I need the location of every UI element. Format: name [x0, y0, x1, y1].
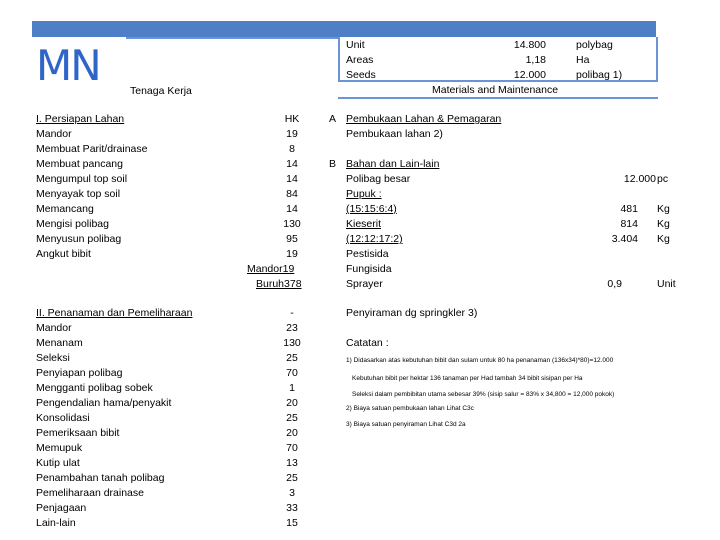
- material-label: Sprayer: [346, 278, 383, 290]
- material-label: Kieserit: [346, 218, 382, 230]
- section2-row-label: Penjagaan: [36, 502, 87, 514]
- section2-row-label: Mandor: [36, 322, 72, 334]
- material-unit: Unit: [657, 278, 676, 290]
- section2-row-label: Konsolidasi: [36, 412, 90, 424]
- header-left-border: [338, 37, 340, 81]
- section2-row-value: 25: [286, 352, 298, 364]
- section1-row-value: 19: [286, 128, 298, 140]
- material-label: Polibag besar: [346, 173, 411, 185]
- notes-title: Catatan :: [346, 337, 389, 349]
- logo: MN: [36, 41, 100, 90]
- section1-row-label: Membuat Parit/drainase: [36, 143, 148, 155]
- section1-row-value: 95: [286, 233, 298, 245]
- section1-row-value: 8: [289, 143, 295, 155]
- areas-unit: Ha: [576, 54, 590, 66]
- unit-unit: polybag: [576, 39, 613, 51]
- penyiraman-label: Penyiraman dg springkler 3): [346, 307, 478, 319]
- material-qty: 814: [620, 218, 638, 230]
- section2-row-label: Pemeriksaan bibit: [36, 427, 120, 439]
- section2-row-label: Seleksi: [36, 352, 70, 364]
- section1-row-value: 19: [286, 248, 298, 260]
- materials-title: Materials and Maintenance: [432, 84, 559, 96]
- section1-row-label: Mandor: [36, 128, 72, 140]
- section2-row-value: 23: [286, 322, 298, 334]
- material-label: Pestisida: [346, 248, 389, 260]
- section2-row-value: 3: [289, 487, 295, 499]
- section1-row-label: Mengumpul top soil: [36, 173, 128, 185]
- material-unit: pc: [657, 173, 669, 185]
- material-qty: 3.404: [611, 233, 638, 245]
- section1-total-buruh: Buruh378: [256, 278, 302, 290]
- material-label: (15:15:6:4): [346, 203, 397, 215]
- material-qty: 12.000: [623, 173, 656, 185]
- section2-row-label: Memupuk: [36, 442, 83, 454]
- section1-row-label: Angkut bibit: [36, 248, 91, 260]
- material-unit: Kg: [657, 218, 670, 230]
- section2-title: II. Penanaman dan Pemeliharaan: [36, 307, 193, 319]
- header-bar: [32, 21, 656, 37]
- areas-value: 1,18: [525, 54, 546, 66]
- section1-row-label: Memancang: [36, 203, 94, 215]
- section1-row-value: 14: [286, 173, 298, 185]
- section1-values: [272, 127, 312, 262]
- section2-row-value: 25: [286, 472, 298, 484]
- note-2: 2) Biaya satuan pembukaan lahan Lihat C3c: [346, 405, 474, 412]
- tenaga-kerja-heading: Tenaga Kerja: [130, 85, 192, 97]
- section2-row-label: Pemeliharaan drainase: [36, 487, 144, 499]
- section2-row-value: 13: [286, 457, 298, 469]
- seeds-value: 12.000: [513, 69, 546, 81]
- section1-row-label: Menyayak top soil: [36, 188, 121, 200]
- seeds-label: Seeds: [346, 69, 376, 81]
- section1-total-mandor: Mandor19: [247, 263, 295, 275]
- section2-row-label: Mengganti polibag sobek: [36, 382, 153, 394]
- note-1b: Kebutuhan bibit per hektar 136 tanaman per Had tambah 34 bibit sisipan per Ha: [352, 375, 583, 382]
- section2-row-label: Kutip ulat: [36, 457, 80, 469]
- areas-label: Areas: [346, 54, 374, 66]
- material-label: Fungisida: [346, 263, 392, 275]
- section2-row-value: 70: [286, 367, 298, 379]
- header-divider: [126, 37, 338, 39]
- section1-title: I. Persiapan Lahan: [36, 113, 125, 125]
- material-unit: Kg: [657, 233, 670, 245]
- material-qty: 0,9: [607, 278, 622, 290]
- header-right-border: [656, 37, 658, 81]
- section2-row-label: Penambahan tanah polibag: [36, 472, 165, 484]
- materials-b-letter: B: [329, 158, 337, 170]
- note-3: 3) Biaya satuan penyiraman Lihat C3d 2a: [346, 421, 466, 428]
- section2-row-value: 33: [286, 502, 298, 514]
- section1-row-value: 14: [286, 158, 298, 170]
- materials-b-title: Bahan dan Lain-lain: [346, 158, 440, 170]
- section1-row-value: 14: [286, 203, 298, 215]
- material-label: Pupuk :: [346, 188, 382, 200]
- section1-unit-header: HK: [284, 113, 300, 125]
- section2-row-value: 25: [286, 412, 298, 424]
- section1-row-label: Mengisi polibag: [36, 218, 109, 230]
- material-qty: 481: [620, 203, 638, 215]
- section2-row-value: 70: [286, 442, 298, 454]
- section1-row-label: Menyusun polibag: [36, 233, 122, 245]
- section2-row-label: Lain-lain: [36, 517, 76, 529]
- section2-row-label: Penyiapan polibag: [36, 367, 123, 379]
- section1-row-value: 130: [283, 218, 301, 230]
- section2-values: [272, 321, 312, 531]
- section1-labels: [36, 127, 147, 262]
- note-1c: Seleksi dalam pembibitan utama sebesar 39% (sisip salur = 83% x 34,800 = 12,000 pokok): [352, 391, 615, 398]
- section1-row-value: 84: [286, 188, 298, 200]
- section2-row-label: Menanam: [36, 337, 83, 349]
- material-label: (12:12:17:2): [346, 233, 403, 245]
- section2-unit-header: -: [290, 307, 294, 319]
- unit-value: 14.800: [513, 39, 546, 51]
- section2-row-value: 15: [286, 517, 298, 529]
- seeds-unit: polibag 1): [576, 69, 623, 81]
- materials-a-title: Pembukaan Lahan & Pemagaran: [346, 113, 502, 125]
- section2-row-value: 20: [286, 427, 298, 439]
- section2-labels: [36, 321, 171, 531]
- section2-row-value: 130: [283, 337, 301, 349]
- materials-a-letter: A: [329, 113, 337, 125]
- section2-row-value: 20: [286, 397, 298, 409]
- material-unit: Kg: [657, 203, 670, 215]
- unit-label: Unit: [346, 39, 365, 51]
- section2-row-label: Pengendalian hama/penyakit: [36, 397, 172, 409]
- materials-a-item: Pembukaan lahan 2): [346, 128, 443, 140]
- note-1: 1) Didasarkan atas kebutuhan bibit dan sulam untuk 80 ha penanaman (136x34)*80)=12.000: [346, 357, 614, 364]
- section1-row-label: Membuat pancang: [36, 158, 123, 170]
- section2-row-value: 1: [289, 382, 295, 394]
